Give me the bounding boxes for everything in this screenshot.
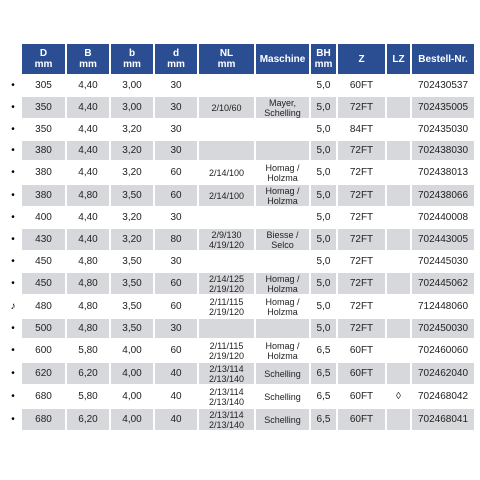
table-cell (387, 185, 410, 206)
table-cell: 702445030 (417, 255, 469, 267)
table-cell (256, 120, 309, 139)
table-cell: 4,80 (78, 255, 98, 267)
table-cell (387, 208, 410, 227)
table-cell (387, 229, 410, 250)
table-cell: 72FT (349, 166, 374, 178)
table-cell: 702445062 (412, 273, 474, 294)
table-cell (256, 141, 309, 160)
table-cell: 60 (170, 166, 182, 178)
table-cell: 30 (155, 97, 197, 118)
table-cell: 6,20 (67, 409, 109, 430)
table-cell: 702468041 (412, 409, 474, 430)
table-cell: 5,0 (311, 229, 336, 250)
table-row (22, 97, 474, 118)
column-header-unit: mm (123, 59, 141, 70)
table-cell: 3,50 (111, 319, 153, 338)
table-cell: 60 (170, 300, 182, 312)
table-cell: 3,00 (122, 79, 142, 91)
table-cell: 4,00 (122, 390, 142, 402)
table-cell: 450 (35, 255, 52, 267)
table-cell: Homag / Holzma (265, 340, 300, 361)
column-header (155, 44, 197, 74)
column-header-name: BH (316, 48, 331, 59)
row-marker: • (11, 367, 15, 379)
table-cell: 380 (35, 166, 52, 178)
table-cell: 4,40 (67, 97, 109, 118)
column-header-name: b (128, 48, 136, 59)
table-cell: Schelling (256, 363, 309, 384)
table-cell: 6,5 (316, 390, 331, 402)
table-cell: 5,80 (78, 344, 98, 356)
product-table-container (0, 42, 480, 432)
table-cell: 3,50 (122, 300, 142, 312)
table-cell: 4,80 (67, 319, 109, 338)
row-marker: • (11, 413, 15, 425)
table-cell (199, 208, 254, 227)
table-cell: 72FT (349, 255, 374, 267)
column-header (67, 44, 109, 74)
table-cell: 5,0 (316, 123, 331, 135)
row-marker: • (11, 79, 15, 91)
column-header-name: Z (358, 53, 365, 65)
table-cell: Schelling (256, 409, 309, 430)
column-header-name: D (39, 48, 48, 59)
table-cell: 72FT (338, 229, 385, 250)
column-header-name: B (84, 48, 92, 59)
table-cell (199, 319, 254, 338)
column-header-name: d (172, 48, 180, 59)
table-cell (387, 162, 410, 183)
column-header-unit: mm (34, 59, 53, 70)
table-cell: 4,00 (111, 363, 153, 384)
row-marker: • (11, 144, 15, 156)
table-cell: 500 (22, 319, 65, 338)
table-cell: 30 (170, 211, 182, 223)
table-cell (387, 409, 410, 430)
table-cell: Biesse / Selco (256, 229, 309, 250)
table-cell: 3,20 (122, 123, 142, 135)
table-cell: 60 (170, 344, 182, 356)
row-marker: • (11, 233, 15, 245)
column-header (387, 44, 410, 74)
table-cell: 4,00 (111, 409, 153, 430)
table-cell (387, 273, 410, 294)
table-cell: 702443005 (412, 229, 474, 250)
table-cell: 4,80 (67, 273, 109, 294)
table-cell: 2/11/115 2/19/120 (208, 340, 245, 361)
table-cell: 400 (35, 211, 52, 223)
table-cell: 6,5 (316, 344, 331, 356)
table-cell: 5,0 (316, 166, 331, 178)
table-cell (387, 76, 410, 95)
table-cell: 680 (22, 409, 65, 430)
table-cell: 72FT (338, 141, 385, 160)
table-cell: 4,40 (78, 79, 98, 91)
table-cell: 72FT (349, 300, 374, 312)
table-cell: 4,40 (67, 141, 109, 160)
header-row (22, 44, 474, 74)
table-cell: 4,40 (78, 211, 98, 223)
table-cell: 60FT (338, 363, 385, 384)
table-cell (387, 296, 410, 317)
table-row (22, 185, 474, 206)
table-cell: 30 (170, 123, 182, 135)
table-cell (387, 363, 410, 384)
table-cell: 4,40 (67, 229, 109, 250)
table-cell: 702438013 (417, 166, 469, 178)
table-cell: 4,80 (78, 300, 98, 312)
table-row (22, 296, 474, 317)
table-row (22, 409, 474, 430)
table-cell: 3,00 (111, 97, 153, 118)
table-cell: 5,0 (316, 79, 331, 91)
table-row (22, 141, 474, 160)
table-cell: 5,0 (316, 300, 331, 312)
table-cell: 60FT (338, 409, 385, 430)
table-cell: 3,50 (111, 273, 153, 294)
row-marker: • (11, 166, 15, 178)
table-row (22, 386, 474, 407)
table-cell: 3,20 (122, 211, 142, 223)
table-cell: 450 (22, 273, 65, 294)
column-header (256, 44, 309, 74)
table-row (22, 273, 474, 294)
table-cell: 600 (35, 344, 52, 356)
table-cell: 380 (22, 185, 65, 206)
table-cell: 4,40 (78, 166, 98, 178)
column-header-name: NL (219, 48, 234, 59)
table-cell: 702438030 (412, 141, 474, 160)
table-cell: 480 (35, 300, 52, 312)
column-header-unit: mm (79, 59, 97, 70)
table-cell: 2/10/60 (199, 97, 254, 118)
table-cell: 60FT (349, 390, 374, 402)
table-cell (387, 252, 410, 271)
table-cell: 5,0 (311, 185, 336, 206)
table-cell: 702440008 (417, 211, 469, 223)
table-cell: 5,0 (311, 273, 336, 294)
table-row (22, 229, 474, 250)
table-cell (199, 252, 254, 271)
table-cell: 72FT (338, 273, 385, 294)
table-cell: 2/11/115 2/19/120 (208, 296, 245, 317)
column-header (311, 44, 336, 74)
table-cell: 5,0 (316, 211, 331, 223)
table-cell: 72FT (338, 319, 385, 338)
table-cell: 4,00 (122, 344, 142, 356)
row-marker: • (11, 123, 15, 135)
table-row (22, 162, 474, 183)
table-cell: 5,80 (78, 390, 98, 402)
table-cell: 702435005 (412, 97, 474, 118)
table-cell: 3,20 (111, 141, 153, 160)
table-cell: 3,20 (122, 166, 142, 178)
table-cell (199, 120, 254, 139)
table-cell (256, 252, 309, 271)
table-cell: 5,0 (311, 97, 336, 118)
table-cell: Mayer, Schelling (256, 97, 309, 118)
table-cell: 2/13/114 2/13/140 (208, 386, 245, 407)
table-cell: 2/14/125 2/19/120 (199, 273, 254, 294)
table-cell: 702438066 (412, 185, 474, 206)
table-cell: 5,0 (311, 141, 336, 160)
column-header-unit: mm (217, 59, 236, 70)
table-cell: 60FT (349, 79, 374, 91)
row-marker: • (11, 390, 15, 402)
row-marker: • (11, 344, 15, 356)
table-cell (387, 120, 410, 139)
table-cell: 380 (22, 141, 65, 160)
table-cell: 430 (22, 229, 65, 250)
table-cell: 30 (155, 319, 197, 338)
table-cell (387, 141, 410, 160)
table-cell: 350 (22, 97, 65, 118)
product-table (20, 42, 476, 432)
column-header (412, 44, 474, 74)
table-cell: 5,0 (311, 319, 336, 338)
table-cell: Homag / Holzma (265, 162, 300, 183)
row-marker: ♪ (10, 300, 16, 312)
table-cell: 702430537 (417, 79, 469, 91)
table-cell: 30 (155, 141, 197, 160)
row-marker: • (11, 101, 15, 113)
column-header (22, 44, 65, 74)
table-cell: 6,5 (311, 409, 336, 430)
table-cell (256, 208, 309, 227)
table-cell: 30 (170, 255, 182, 267)
table-cell: 3,20 (111, 229, 153, 250)
column-header-name: Maschine (259, 53, 306, 65)
table-row (22, 363, 474, 384)
table-cell: 4,40 (78, 123, 98, 135)
table-cell (199, 76, 254, 95)
table-row (22, 208, 474, 227)
table-cell: Homag / Holzma (265, 296, 300, 317)
table-row (22, 252, 474, 271)
table-row (22, 120, 474, 139)
column-header-unit: mm (314, 59, 333, 70)
table-cell: 84FT (349, 123, 374, 135)
table-cell: 702435030 (417, 123, 469, 135)
table-row (22, 340, 474, 361)
row-marker: • (11, 189, 15, 201)
row-marker: • (11, 277, 15, 289)
table-cell: 3,50 (111, 185, 153, 206)
table-cell: 72FT (338, 97, 385, 118)
table-cell: 4,80 (67, 185, 109, 206)
column-header (199, 44, 254, 74)
table-cell: 30 (170, 79, 182, 91)
table-cell (387, 340, 410, 361)
table-cell: 60 (155, 185, 197, 206)
table-cell: ◊ (396, 390, 401, 402)
column-header-name: Bestell-Nr. (418, 53, 468, 65)
table-cell: 80 (155, 229, 197, 250)
table-cell: 3,50 (122, 255, 142, 267)
table-cell: 2/13/114 2/13/140 (199, 409, 254, 430)
column-header (111, 44, 153, 74)
row-marker: • (11, 322, 15, 334)
table-cell: 40 (170, 390, 182, 402)
table-cell: Homag / Holzma (256, 185, 309, 206)
table-cell: 72FT (338, 185, 385, 206)
table-cell: 40 (155, 363, 197, 384)
table-row (22, 76, 474, 95)
table-cell: 712448060 (417, 300, 469, 312)
table-cell: 60FT (349, 344, 374, 356)
table-cell: 5,0 (316, 255, 331, 267)
table-cell: 680 (35, 390, 52, 402)
column-header (338, 44, 385, 74)
row-marker: • (11, 211, 15, 223)
table-cell (387, 319, 410, 338)
table-cell (199, 141, 254, 160)
table-cell: 6,20 (67, 363, 109, 384)
table-cell: 2/14/100 (199, 185, 254, 206)
table-cell: 40 (155, 409, 197, 430)
table-cell: 305 (35, 79, 52, 91)
table-cell: 702468042 (417, 390, 469, 402)
table-cell: 350 (35, 123, 52, 135)
table-body (22, 76, 474, 430)
column-header-unit: mm (167, 59, 185, 70)
table-cell: 620 (22, 363, 65, 384)
table-cell: Homag / Holzma (256, 273, 309, 294)
table-cell: 702460060 (417, 344, 469, 356)
table-cell: 60 (155, 273, 197, 294)
table-cell: 702462040 (412, 363, 474, 384)
table-cell: 2/13/114 2/13/140 (199, 363, 254, 384)
table-cell (387, 97, 410, 118)
table-cell: 2/14/100 (208, 167, 245, 178)
table-cell: 72FT (349, 211, 374, 223)
table-cell: 702450030 (412, 319, 474, 338)
row-marker: • (11, 255, 15, 267)
table-row (22, 319, 474, 338)
column-header-name: LZ (392, 53, 405, 65)
table-cell: 6,5 (311, 363, 336, 384)
table-cell (256, 319, 309, 338)
table-cell (256, 76, 309, 95)
table-cell: Schelling (264, 391, 301, 402)
table-cell: 2/9/130 4/19/120 (199, 229, 254, 250)
